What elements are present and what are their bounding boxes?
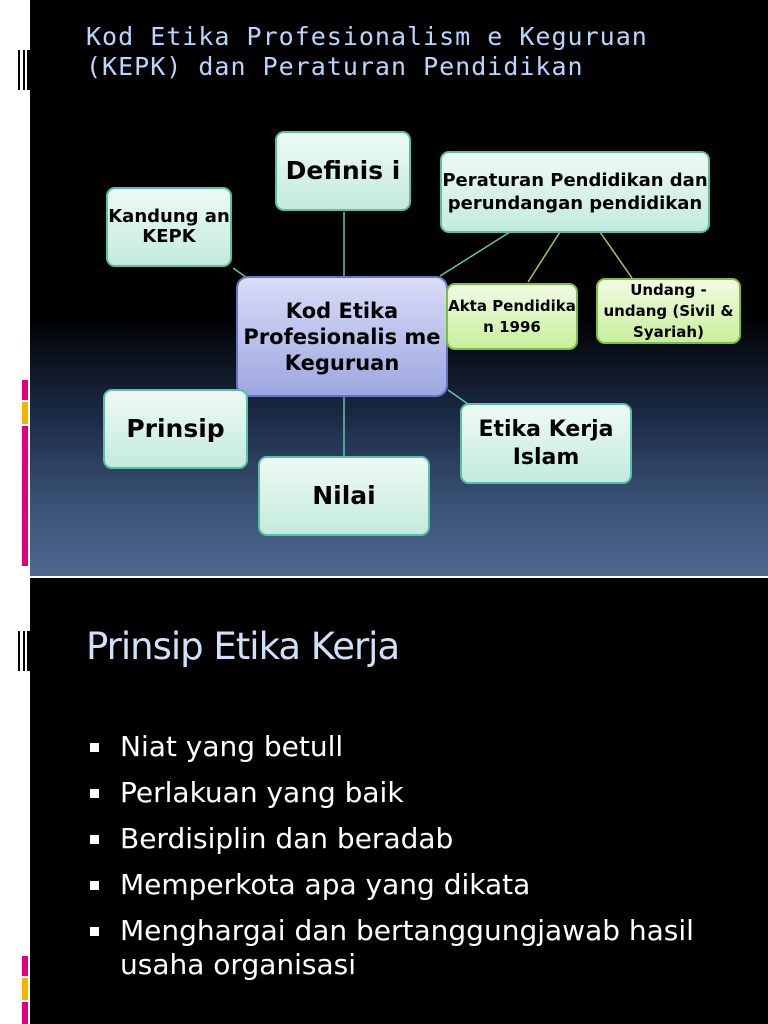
- bullet-item: Berdisiplin dan beradab: [86, 822, 746, 856]
- node-definisi-label: Definis i: [285, 156, 401, 185]
- node-peraturan-label: Peraturan Pendidikan dan perundangan pendidikan: [442, 170, 708, 214]
- pink-marker: [22, 1002, 28, 1024]
- node-undang-label: Undang - undang (Sivil & Syariah): [603, 280, 734, 341]
- slide-title: Prinsip Etika Kerja: [86, 625, 400, 668]
- node-prinsip[interactable]: [103, 389, 248, 469]
- bullet-item: Perlakuan yang baik: [86, 776, 746, 810]
- bullet-item: Memperkota apa yang dikata: [86, 868, 746, 902]
- node-nilai-label: Nilai: [312, 481, 376, 510]
- node-prinsip-label: Prinsip: [126, 414, 225, 443]
- slide-title: Kod Etika Profesionalism e Keguruan (KEPK) dan Peraturan Pendidikan: [86, 22, 648, 81]
- node-akta-pendidikan[interactable]: [446, 283, 578, 350]
- node-peraturan-pendidikan[interactable]: [440, 151, 710, 233]
- node-nilai[interactable]: [258, 456, 430, 536]
- node-kandungan-kepk[interactable]: [106, 187, 232, 267]
- slide-grip-icon: [18, 631, 30, 671]
- node-etika-label: Etika Kerja Islam: [478, 416, 614, 470]
- node-etika-kerja-islam[interactable]: [460, 403, 632, 484]
- node-center-kepk[interactable]: [236, 276, 448, 397]
- bullet-item: Menghargai dan bertanggungjawab hasil usaha organisasi: [86, 914, 746, 982]
- yellow-marker: [22, 978, 28, 1000]
- bullet-list: [86, 730, 746, 994]
- pink-marker: [22, 956, 28, 976]
- node-definisi[interactable]: [275, 131, 411, 211]
- node-undang-undang[interactable]: [596, 278, 741, 344]
- bullet-item: Niat yang betull: [86, 730, 746, 764]
- node-kandungan-label: Kandung an KEPK: [108, 205, 230, 247]
- node-akta-label: Akta Pendidika n 1996: [448, 296, 576, 336]
- node-center-label: Kod Etika Profesionalis me Keguruan: [243, 298, 441, 375]
